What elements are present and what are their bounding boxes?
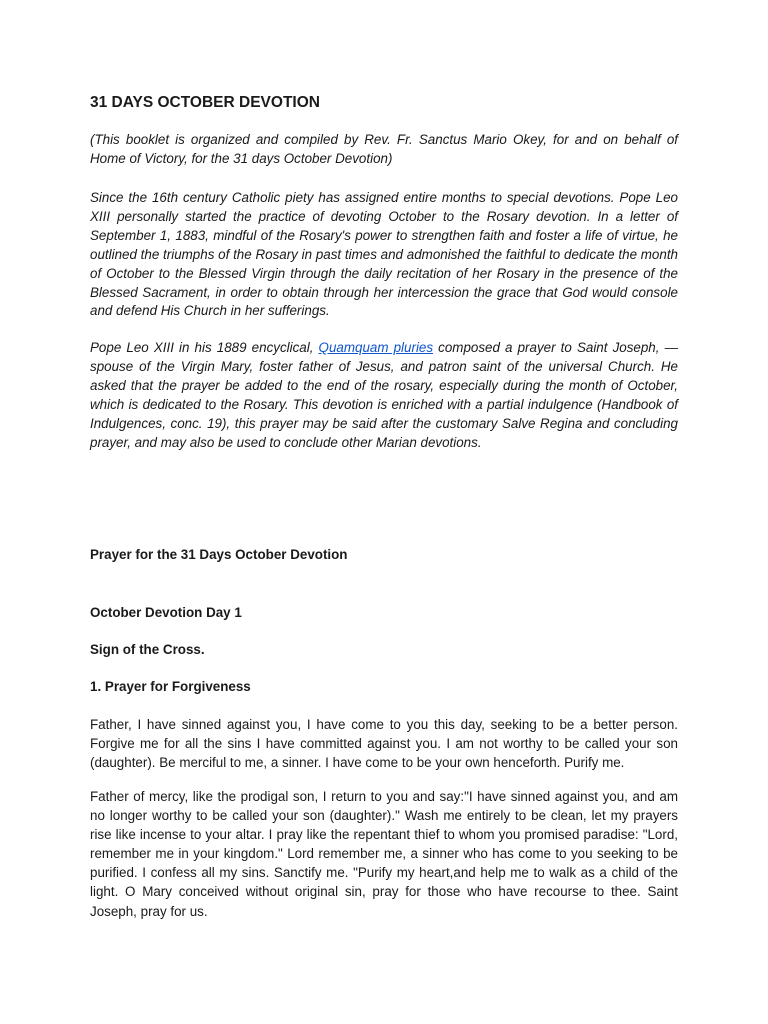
forgiveness-heading: 1. Prayer for Forgiveness <box>90 679 251 694</box>
encyclical-paragraph <box>90 339 678 452</box>
history-paragraph: Since the 16th century Catholic piety has assigned entire months to special devotions. Pope Leo XIII personally started the practice of devoting October to the Rosary devotion. In a letter of September 1, 1883, mindful of the Rosary's power to strengthen faith and foster a life of virtue, he outlined the triumphs of the Rosary in past times and admonished the faithful to dedicate the month of October to the Blessed Virgin through the daily recitation of her Rosary in the presence of the Blessed Sacrament, in order to obtain through her intercession the grace that God would console and defend His Church in her sufferings. <box>90 190 678 319</box>
encyclical-text-before: Pope Leo XIII in his 1889 encyclical, <box>90 340 319 355</box>
encyclical-text-after: composed a prayer to Saint Joseph, —spouse of the Virgin Mary, foster father of Jesus, and patron saint of the universal Church. He asked that the prayer be added to the end of the rosary, especially during the month of October, which is dedicated to the Rosary. This devotion is enriched with a partial indulgence (Handbook of Indulgences, conc. 19), this prayer may be said after the customary Salve Regina and concluding prayer, and may also be used to conclude other Marian devotions. <box>90 340 678 450</box>
prayer-heading: Prayer for the 31 Days October Devotion <box>90 547 348 562</box>
forgiveness-paragraph-1: Father, I have sinned against you, I have come to you this day, seeking to be a better person. Forgive me for all the sins I have committed against you. I am not worthy to be called your son (daughter). Be merciful to me, a sinner. I have come to be your own henceforth. Purify me. <box>90 717 678 771</box>
sign-of-cross-heading: Sign of the Cross. <box>90 642 205 657</box>
quamquam-pluries-link[interactable]: Quamquam pluries <box>318 340 434 355</box>
document-title: 31 DAYS OCTOBER DEVOTION <box>90 94 320 111</box>
forgiveness-paragraph-2: Father of mercy, like the prodigal son, I return to you and say:"I have sinned against you, and am no longer worthy to be called your son (daughter)." Wash me entirely to be clean, let my prayers rise like incense to your altar. I pray like the repentant thief to whom you promised paradise: "Lord, remember me in your kingdom." Lord remember me, a sinner who has come to you seeking to be purified. I confess all my sins. Sanctify me. "Purify my heart,and help me to walk as a child of the light. O Mary conceived without original sin, pray for those who have recourse to thee. Saint Joseph, pray for us. <box>90 789 678 919</box>
intro-note: (This booklet is organized and compiled by Rev. Fr. Sanctus Mario Okey, for and on behalf of Home of Victory, for the 31 days October Devotion) <box>90 132 678 166</box>
day-heading: October Devotion Day 1 <box>90 605 242 620</box>
